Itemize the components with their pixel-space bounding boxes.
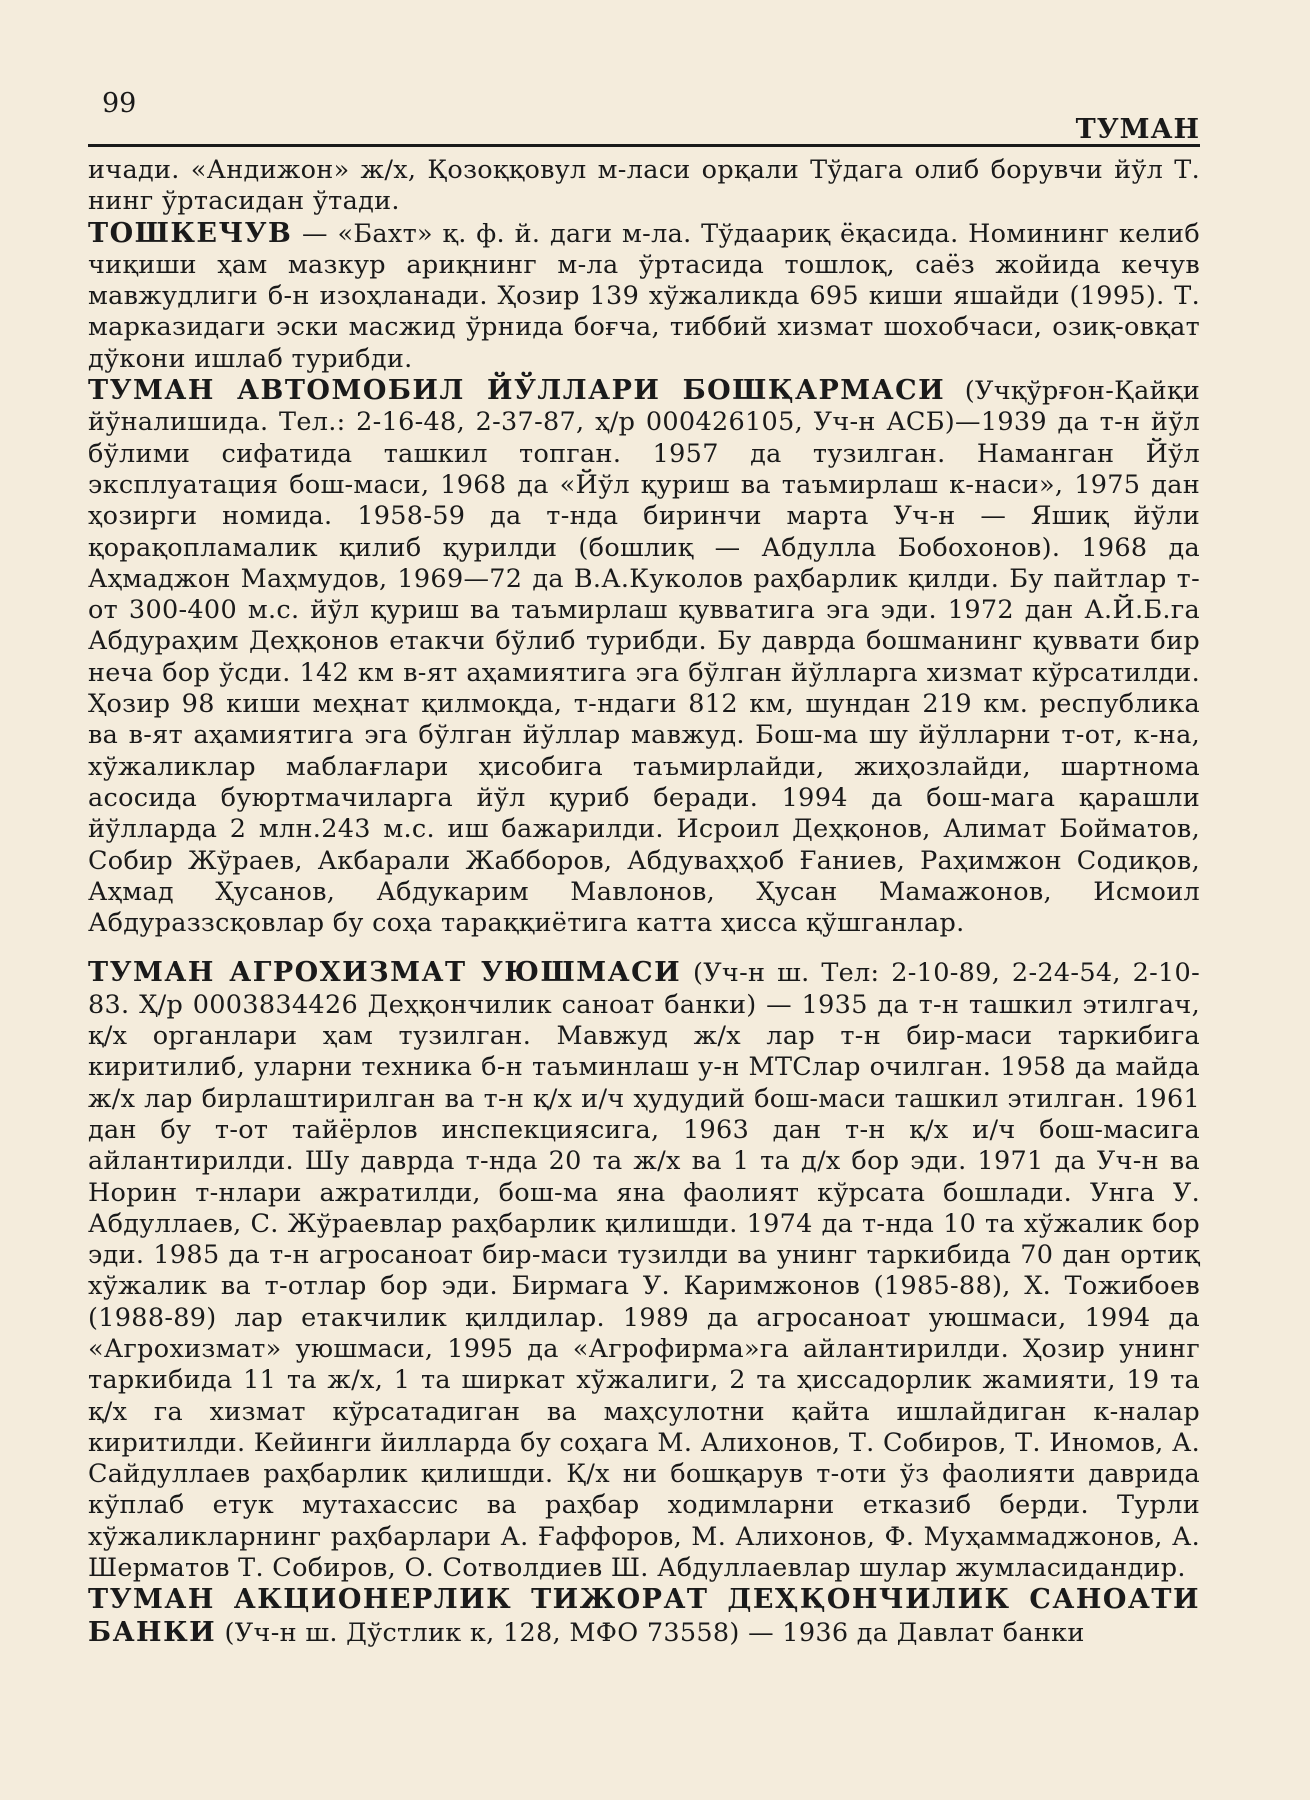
body-text <box>88 155 1200 1649</box>
page-number: 99 <box>102 88 137 119</box>
entry-heading: ТУМАН АВТОМОБИЛ ЙЎЛЛАРИ БОШҚАРМАСИ <box>88 375 946 407</box>
paragraph-gap <box>88 939 1200 957</box>
entry-paragraph <box>88 155 1200 218</box>
running-head: ТУМАН <box>1075 114 1200 145</box>
entry-paragraph <box>88 218 1200 375</box>
entry-text: ичади. «Андижон» ж/х, Қозоққовул м-ласи орқали Тўдага олиб борувчи йўл Т. нинг ўртасидан ўтади. <box>88 155 1200 217</box>
entry-paragraph <box>88 1584 1200 1649</box>
header-rule <box>88 144 1200 147</box>
entry-text: — «Бахт» қ. ф. й. даги м-ла. Тўдаариқ ёқасида. Номининг келиб чиқиши ҳам мазкур ариқнинг м-ла ўртасида тошлоқ, саёз жойида кечув мавжудлиги б-н изоҳланади. Ҳозир 139 хўжаликда 695 киши яшайди (1995). Т. марказидаги эски масжид ўрнида боғча, тиббий хизмат шохобчаси, озиқ-овқат дўкони ишлаб турибди. <box>88 218 1200 374</box>
entry-text: (Уч-н ш. Дўстлик к, 128, МФО 73558) — 1936 да Давлат банки <box>216 1617 1085 1648</box>
entry-text: (Учқўрғон-Қайқи йўналишида. Тел.: 2-16-48, 2-37-87, ҳ/р 000426105, Уч-н АСБ)—1939 да т-н йўл бўлими сифатида ташкил топган. 1957 да тузилган. Наманган Йўл эксплуатация бош-маси, 1968 да «Йўл қуриш ва таъмирлаш к-наси», 1975 дан ҳозирги номида. 1958-59 да т-нда биринчи марта Уч-н — Яшиқ йўли қорақопламалик қилиб қурилди (бошлиқ — Абдулла Бобохонов). 1968 да Аҳмаджон Маҳмудов, 1969—72 да В.А.Куколов раҳбарлик қилди. Бу пайтлар т-от 300-400 м.с. йўл қуриш ва таъмирлаш қувватига эга эди. 1972 дан А.Й.Б.га Абдураҳим Деҳқонов етакчи бўлиб турибди. Бу даврда бошманинг қуввати бир неча бор ўсди. 142 км в-ят аҳамиятига эга бўлган йўлларга хизмат кўрсатилди. Ҳозир 98 киши меҳнат қилмоқда, т-ндаги 812 км, шундан 219 км. республика ва в-ят аҳамиятига эга бўлган йўллар мавжуд. Бош-ма шу йўлларни т-от, к-на, хўжаликлар маблағлари ҳисобига таъмирлайди, жиҳозлайди, шартнома асосида буюртмачиларга йўл қуриб беради. 1994 да бош-мага қарашли йўлларда 2 млн.243 м.с. иш бажарилди. Исроил Деҳқонов, Алимат Бойматов, Собир Жўраев, Акбарали Жабборов, Абдуваҳҳоб Ғаниев, Раҳимжон Содиқов, Аҳмад Ҳусанов, Абдукарим Мавлонов, Ҳусан Мамажонов, Исмоил Абдураззсқовлар бу соҳа тараққиётига катта ҳисса қўшганлар. <box>88 376 1200 939</box>
page-header <box>88 88 1200 144</box>
entry-paragraph <box>88 957 1200 1584</box>
entry-text: (Уч-н ш. Тел: 2-10-89, 2-24-54, 2-10-83. Ҳ/р 0003834426 Деҳқончилик саноат банки) — 1935 да т-н ташкил этилгач, қ/х органлари ҳам тузилган. Мавжуд ж/х лар т-н бир-маси таркибига киритилиб, уларни техника б-н таъминлаш у-н МТСлар очилган. 1958 да майда ж/х лар бирлаштирилган ва т-н қ/х и/ч ҳудудий бош-маси ташкил этилган. 1961 дан бу т-от тайёрлов инспекциясига, 1963 дан т-н қ/х и/ч бош-масига айлантирилди. Шу даврда т-нда 20 та ж/х ва 1 та д/х бор эди. 1971 да Уч-н ва Норин т-нлари ажратилди, бош-ма яна фаолият кўрсата бошлади. Унга У. Абдуллаев, С. Жўраевлар раҳбарлик қилишди. 1974 да т-нда 10 та хўжалик бор эди. 1985 да т-н агросаноат бир-маси тузилди ва унинг таркибида 70 дан ортиқ хўжалик ва т-отлар бор эди. Бирмага У. Каримжонов (1985-88), Х. Тожибоев (1988-89) лар етакчилик қилдилар. 1989 да агросаноат уюшмаси, 1994 да «Агрохизмат» уюшмаси, 1995 да «Агрофирма»га айлантирилди. Ҳозир унинг таркибида 11 та ж/х, 1 та ширкат хўжалиги, 2 та ҳиссадорлик жамияти, 19 та қ/х га хизмат кўрсатадиган ва маҳсулотни қайта ишлайдиган к-налар киритилди. Кейинги йилларда бу соҳага М. Алихонов, Т. Собиров, Т. Иномов, А. Сайдуллаев раҳбарлик қилишди. Қ/х ни бошқарув т-оти ўз фаолияти даврида кўплаб етук мутахассис ва раҳбар ходимларни етказиб берди. Турли хўжаликларнинг раҳбарлари А. Ғаффоров, М. Алихонов, Ф. Муҳаммаджонов, А. Шерматов Т. Собиров, О. Сотволдиев Ш. Абдуллаевлар шулар жумласидандир. <box>88 958 1200 1584</box>
entry-paragraph <box>88 375 1200 939</box>
entry-heading: ТОШКЕЧУВ <box>88 217 293 249</box>
entry-heading: ТУМАН АГРОХИЗМАТ УЮШМАСИ <box>88 957 682 989</box>
entry-heading: ТУМАН АКЦИОНЕРЛИК ТИЖОРАТ ДЕҲҚОНЧИЛИК САНОАТИ БАНКИ <box>88 1584 1200 1648</box>
